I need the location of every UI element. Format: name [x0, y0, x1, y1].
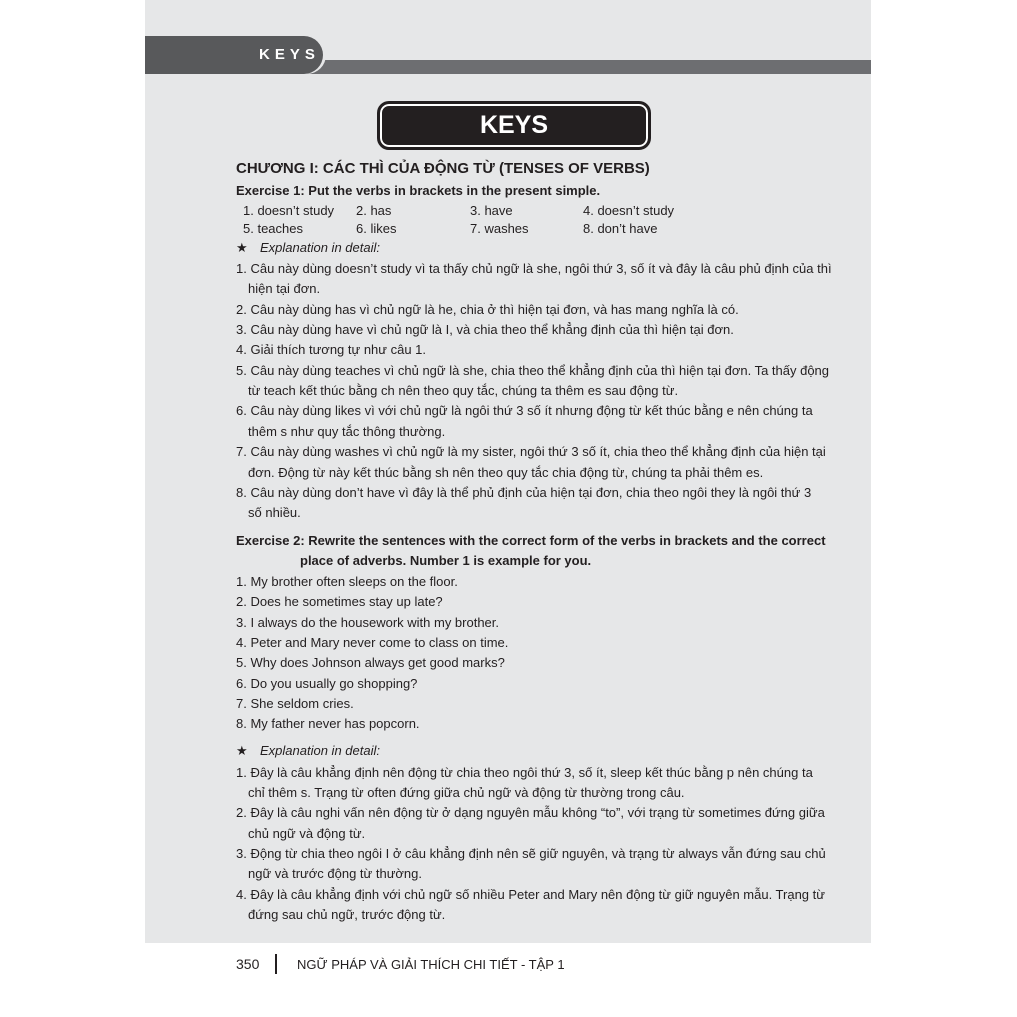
ex1-answer: 8. don’t have [583, 221, 658, 236]
ex1-answer: 6. likes [356, 221, 397, 236]
ex1-answer: 5. teaches [243, 221, 303, 236]
ex2-answer: 1. My brother often sleeps on the floor. [236, 574, 458, 589]
keys-title-box: KEYS [377, 101, 651, 150]
ex2-explanation-line: chủ ngữ và động từ. [248, 826, 366, 841]
ex2-answer: 2. Does he sometimes stay up late? [236, 594, 443, 609]
ex1-explanation-line: hiện tại đơn. [248, 281, 321, 296]
document-page [145, 0, 871, 943]
ex1-explanation-line: 4. Giải thích tương tự như câu 1. [236, 342, 427, 357]
ex1-explanation-line: 7. Câu này dùng washes vì chủ ngữ là my sister, ngôi thứ 3 số ít, chia theo thể khẳng định của hiện tại [236, 444, 826, 459]
ex2-explanation-line: 3. Động từ chia theo ngôi I ở câu khẳng định nên sẽ giữ nguyên, và trạng từ always vẫn đứng sau chủ [236, 846, 826, 861]
ex1-explanation-line: 5. Câu này dùng teaches vì chủ ngữ là she, chia theo thể khẳng định của thì hiện tại đơn. Ta thấy động [236, 363, 830, 378]
ex2-explanation-line: 4. Đây là câu khẳng định với chủ ngữ số nhiều Peter and Mary nên động từ giữ nguyên mẫu. Trạng từ [236, 887, 825, 902]
header-tab-label: KEYS [259, 46, 320, 63]
ex2-explanation-line: 1. Đây là câu khẳng định nên động từ chia theo ngôi thứ 3, số ít, sleep kết thúc bằng p nên chúng ta [236, 765, 813, 780]
ex2-answer: 5. Why does Johnson always get good marks? [236, 655, 505, 670]
header-rule [305, 60, 871, 74]
ex1-explanation-line: từ teach kết thúc bằng ch nên theo quy tắc, chúng ta thêm es sau động từ. [248, 383, 679, 398]
star-icon: ★ [236, 240, 248, 255]
book-title: NGỮ PHÁP VÀ GIẢI THÍCH CHI TIẾT - TẬP 1 [297, 957, 565, 972]
exercise1-heading: Exercise 1: Put the verbs in brackets in the present simple. [236, 183, 601, 198]
ex2-answer: 3. I always do the housework with my brother. [236, 615, 500, 630]
chapter-title: CHƯƠNG I: CÁC THÌ CỦA ĐỘNG TỪ (TENSES OF VERBS) [236, 160, 650, 177]
footer-divider [275, 954, 277, 974]
ex1-explanation-line: thêm s như quy tắc thông thường. [248, 424, 446, 439]
star-icon: ★ [236, 743, 248, 758]
ex2-answer: 6. Do you usually go shopping? [236, 676, 418, 691]
ex1-answer: 1. doesn’t study [243, 203, 335, 218]
exercise2-heading-cont: place of adverbs. Number 1 is example for you. [300, 553, 592, 568]
ex1-answer: 2. has [356, 203, 392, 218]
ex2-explanation-line: đứng sau chủ ngữ, trước động từ. [248, 907, 446, 922]
ex2-answer: 8. My father never has popcorn. [236, 716, 420, 731]
ex1-answer: 7. washes [470, 221, 529, 236]
page-number: 350 [236, 956, 260, 972]
ex1-explanation-line: đơn. Động từ này kết thúc bằng sh nên theo quy tắc chia động từ, chúng ta phải thêm es. [248, 465, 764, 480]
ex1-explanation-line: 1. Câu này dùng doesn’t study vì ta thấy chủ ngữ là she, ngôi thứ 3, số ít và đây là câu phủ định của thì [236, 261, 832, 276]
ex1-explanation-label: Explanation in detail: [260, 240, 380, 255]
exercise2-heading: Exercise 2: Rewrite the sentences with the correct form of the verbs in brackets and the correct [236, 533, 826, 548]
ex2-explanation-label: Explanation in detail: [260, 743, 380, 758]
ex2-explanation-line: chỉ thêm s. Trạng từ often đứng giữa chủ ngữ và động từ thường trong câu. [248, 785, 685, 800]
ex2-answer: 7. She seldom cries. [236, 696, 354, 711]
ex2-explanation-line: ngữ và trước động từ thường. [248, 866, 422, 881]
page-footer [0, 943, 1017, 1017]
ex1-answer: 4. doesn’t study [583, 203, 675, 218]
ex1-explanation-line: số nhiều. [248, 505, 301, 520]
ex2-explanation-line: 2. Đây là câu nghi vấn nên động từ ở dạng nguyên mẫu không “to”, với trạng từ sometimes đứng giữa [236, 805, 825, 820]
ex1-explanation-line: 2. Câu này dùng has vì chủ ngữ là he, chia ở thì hiện tại đơn, và has mang nghĩa là có. [236, 302, 739, 317]
ex1-explanation-line: 6. Câu này dùng likes vì với chủ ngữ là ngôi thứ 3 số ít nhưng động từ kết thúc bằng e nên chúng ta [236, 403, 813, 418]
ex2-answer: 4. Peter and Mary never come to class on time. [236, 635, 509, 650]
ex1-explanation-line: 8. Câu này dùng don’t have vì đây là thể phủ định của hiện tại đơn, chia theo ngôi they là ngôi thứ 3 [236, 485, 812, 500]
ex1-explanation-line: 3. Câu này dùng have vì chủ ngữ là I, và chia theo thể khẳng định của thì hiện tại đơn. [236, 322, 734, 337]
ex1-answer: 3. have [470, 203, 513, 218]
